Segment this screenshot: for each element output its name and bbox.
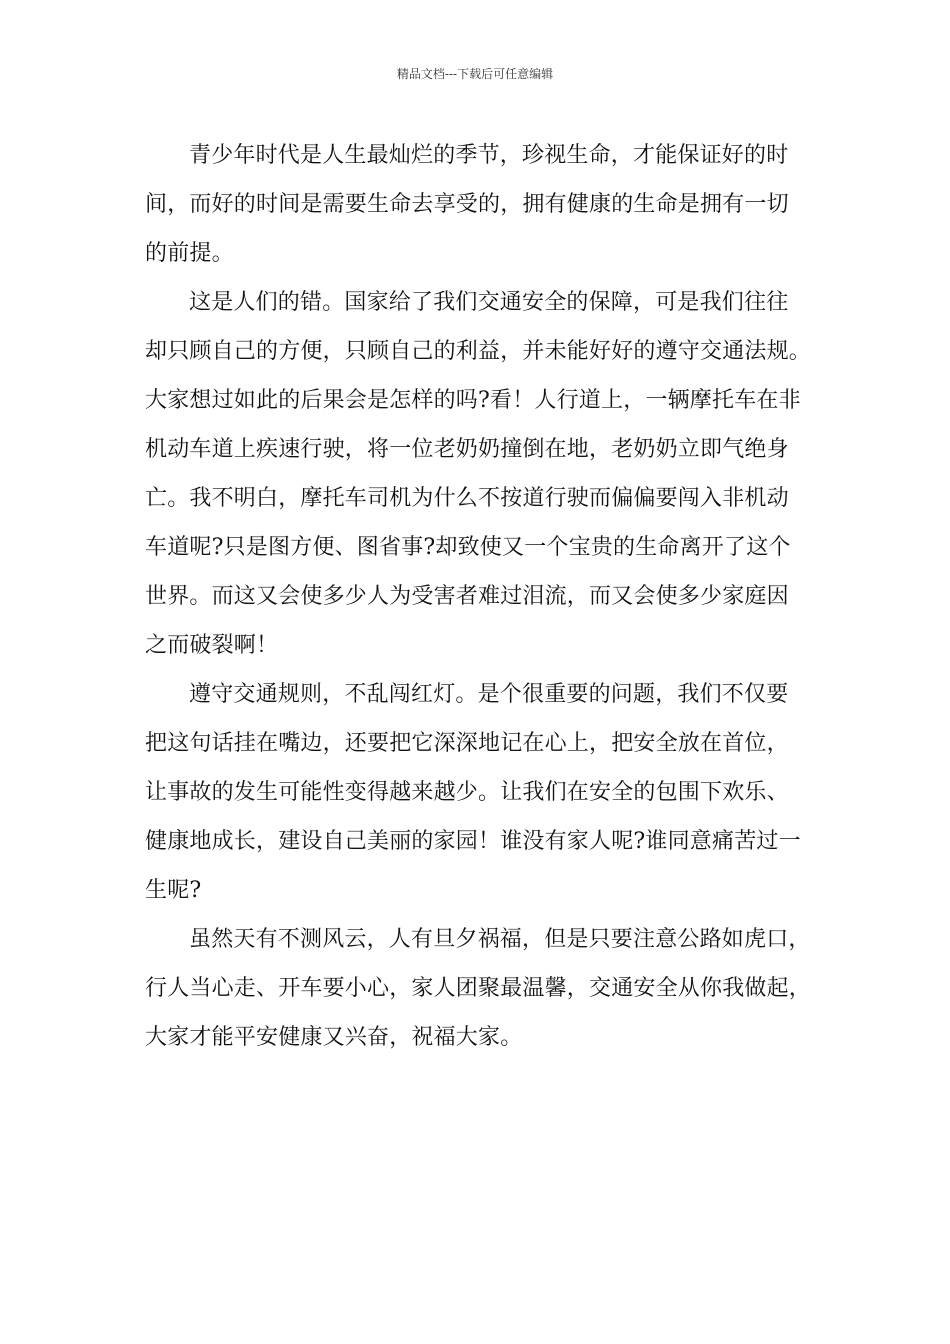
- paragraph-line: 车道呢?只是图方便、图省事?却致使又一个宝贵的生命离开了这个: [145, 535, 791, 560]
- paragraph-line: 间，而好的时间是需要生命去享受的，拥有健康的生命是拥有一切: [145, 192, 789, 217]
- paragraph-line: 大家才能平安健康又兴奋，祝福大家。: [145, 1025, 523, 1050]
- paragraph-line: 机动车道上疾速行驶，将一位老奶奶撞倒在地，老奶奶立即气绝身: [145, 437, 789, 462]
- paragraph-line: 这是人们的错。国家给了我们交通安全的保障，可是我们往往: [189, 290, 789, 315]
- paragraph-line: 遵守交通规则，不乱闯红灯。是个很重要的问题，我们不仅要: [189, 682, 789, 707]
- paragraph-3: [145, 670, 815, 915]
- page-header: 精品文档---下载后可任意编辑: [396, 67, 554, 81]
- paragraph-line: 世界。而这又会使多少人为受害者难过泪流，而又会使多少家庭因: [145, 584, 789, 609]
- paragraph-line: 之而破裂啊！: [145, 633, 279, 658]
- paragraph-line: 的前提。: [145, 241, 234, 266]
- paragraph-line: 健康地成长，建设自己美丽的家园！谁没有家人呢?谁同意痛苦过一: [145, 829, 801, 854]
- paragraph-line: 行人当心走、开车要小心，家人团聚最温馨，交通安全从你我做起，: [145, 976, 812, 1001]
- paragraph-line: 大家想过如此的后果会是怎样的吗?看！人行道上，一辆摩托车在非: [145, 388, 801, 413]
- paragraph-line: 却只顾自己的方便，只顾自己的利益，并未能好好的遵守交通法规。: [145, 339, 812, 364]
- paragraph-4: [145, 915, 815, 1062]
- paragraph-line: 亡。我不明白，摩托车司机为什么不按道行驶而偏偏要闯入非机动: [145, 486, 789, 511]
- paragraph-line: 让事故的发生可能性变得越来越少。让我们在安全的包围下欢乐、: [145, 780, 789, 805]
- paragraph-1: [145, 131, 815, 278]
- document-body: [145, 131, 815, 1062]
- paragraph-line: 青少年时代是人生最灿烂的季节，珍视生命，才能保证好的时: [189, 143, 789, 168]
- paragraph-line: 生呢?: [145, 878, 202, 903]
- paragraph-2: [145, 278, 815, 670]
- paragraph-line: 把这句话挂在嘴边，还要把它深深地记在心上，把安全放在首位，: [145, 731, 789, 756]
- paragraph-line: 虽然天有不测风云，人有旦夕祸福，但是只要注意公路如虎口，: [189, 927, 811, 952]
